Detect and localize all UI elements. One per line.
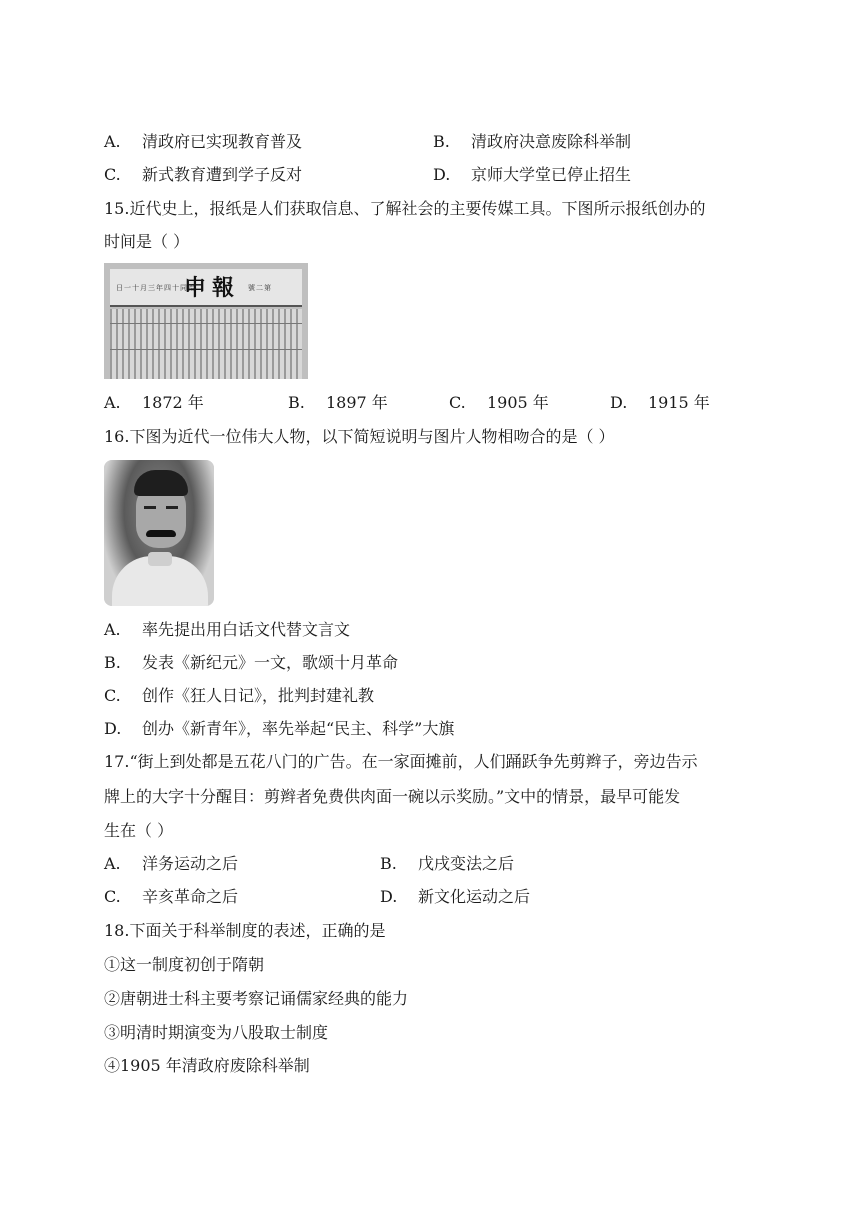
q16-stem: 16.下图为近代一位伟大人物，以下简短说明与图片人物相吻合的是（ ） (104, 427, 615, 446)
option-text: 创作《狂人日记》，批判封建礼教 (142, 686, 375, 705)
option-text: 辛亥革命之后 (142, 887, 239, 906)
q15-stem-line2: 时间是（ ） (104, 232, 190, 251)
option-letter: B. (380, 854, 397, 873)
option-text: 1872 年 (142, 393, 204, 412)
option-letter: A. (104, 854, 121, 873)
q14-option-a (104, 131, 302, 153)
q17-option-d (380, 886, 530, 908)
q17-option-b (380, 853, 514, 875)
q17-stem-line2: 牌上的大字十分醒目：剪辫者免费供肉面一碗以示奖励。”文中的情景，最早可能发 (104, 787, 681, 806)
portrait-collar (148, 552, 172, 566)
option-letter: C. (449, 393, 466, 412)
option-letter: B. (104, 653, 121, 672)
q18-item-2: ②唐朝进士科主要考察记诵儒家经典的能力 (104, 989, 409, 1008)
q14-option-b (433, 131, 631, 153)
option-letter: A. (104, 132, 121, 151)
option-text: 京师大学堂已停止招生 (471, 165, 632, 184)
q15-option-d (610, 392, 710, 414)
option-letter: D. (104, 719, 122, 738)
portrait-photo (104, 460, 214, 606)
q17-option-c (104, 886, 238, 908)
portrait-mustache (146, 530, 176, 537)
newspaper-title: 申報 (184, 275, 241, 301)
option-text: 1905 年 (487, 393, 549, 412)
option-text: 清政府决意废除科举制 (471, 132, 632, 151)
q18-stem: 18.下面关于科举制度的表述，正确的是 (104, 921, 386, 940)
option-text: 创办《新青年》，率先举起“民主、科学”大旗 (142, 719, 455, 738)
q18-item-1: ①这一制度初创于隋朝 (104, 955, 265, 974)
option-letter: A. (104, 393, 121, 412)
q16-option-d (104, 718, 454, 740)
option-letter: B. (288, 393, 305, 412)
shenbao-newspaper-image (104, 263, 308, 379)
option-letter: D. (433, 165, 451, 184)
option-letter: C. (104, 686, 121, 705)
q14-option-d (433, 164, 631, 186)
q15-stem-line1: 15.近代史上，报纸是人们获取信息、了解社会的主要传媒工具。下图所示报纸创办的 (104, 199, 706, 218)
option-text: 1915 年 (648, 393, 710, 412)
option-letter: C. (104, 887, 121, 906)
q16-option-a (104, 619, 350, 641)
q17-option-a (104, 853, 238, 875)
q18-item-3: ③明清时期演变为八股取士制度 (104, 1023, 329, 1042)
q14-option-c (104, 164, 302, 186)
option-letter: A. (104, 620, 121, 639)
option-text: 戊戌变法之后 (418, 854, 515, 873)
option-text: 新文化运动之后 (418, 887, 531, 906)
option-letter: B. (433, 132, 450, 151)
portrait-right-brow (166, 506, 178, 509)
option-letter: C. (104, 165, 121, 184)
option-text: 发表《新纪元》一文，歌颂十月革命 (142, 653, 399, 672)
q18-item-4: ④1905 年清政府废除科举制 (104, 1056, 310, 1075)
q15-option-c (449, 392, 549, 414)
q15-option-b (288, 392, 388, 414)
option-text: 率先提出用白话文代替文言文 (142, 620, 351, 639)
portrait-hair (134, 470, 188, 496)
newspaper-columns (110, 309, 302, 379)
option-letter: D. (610, 393, 628, 412)
q15-option-a (104, 392, 204, 414)
portrait-left-brow (144, 506, 156, 509)
q17-stem-line1: 17.“街上到处都是五花八门的广告。在一家面摊前，人们踊跃争先剪辫子，旁边告示 (104, 752, 698, 771)
q16-option-c (104, 685, 374, 707)
option-letter: D. (380, 887, 398, 906)
option-text: 清政府已实现教育普及 (142, 132, 303, 151)
option-text: 新式教育遭到学子反对 (142, 165, 303, 184)
q16-option-b (104, 652, 398, 674)
option-text: 1897 年 (326, 393, 388, 412)
newspaper-masthead: 日一十月三年四十同治 申報 號二第 (110, 269, 302, 307)
option-text: 洋务运动之后 (142, 854, 239, 873)
q17-stem-line3: 生在（ ） (104, 821, 174, 840)
